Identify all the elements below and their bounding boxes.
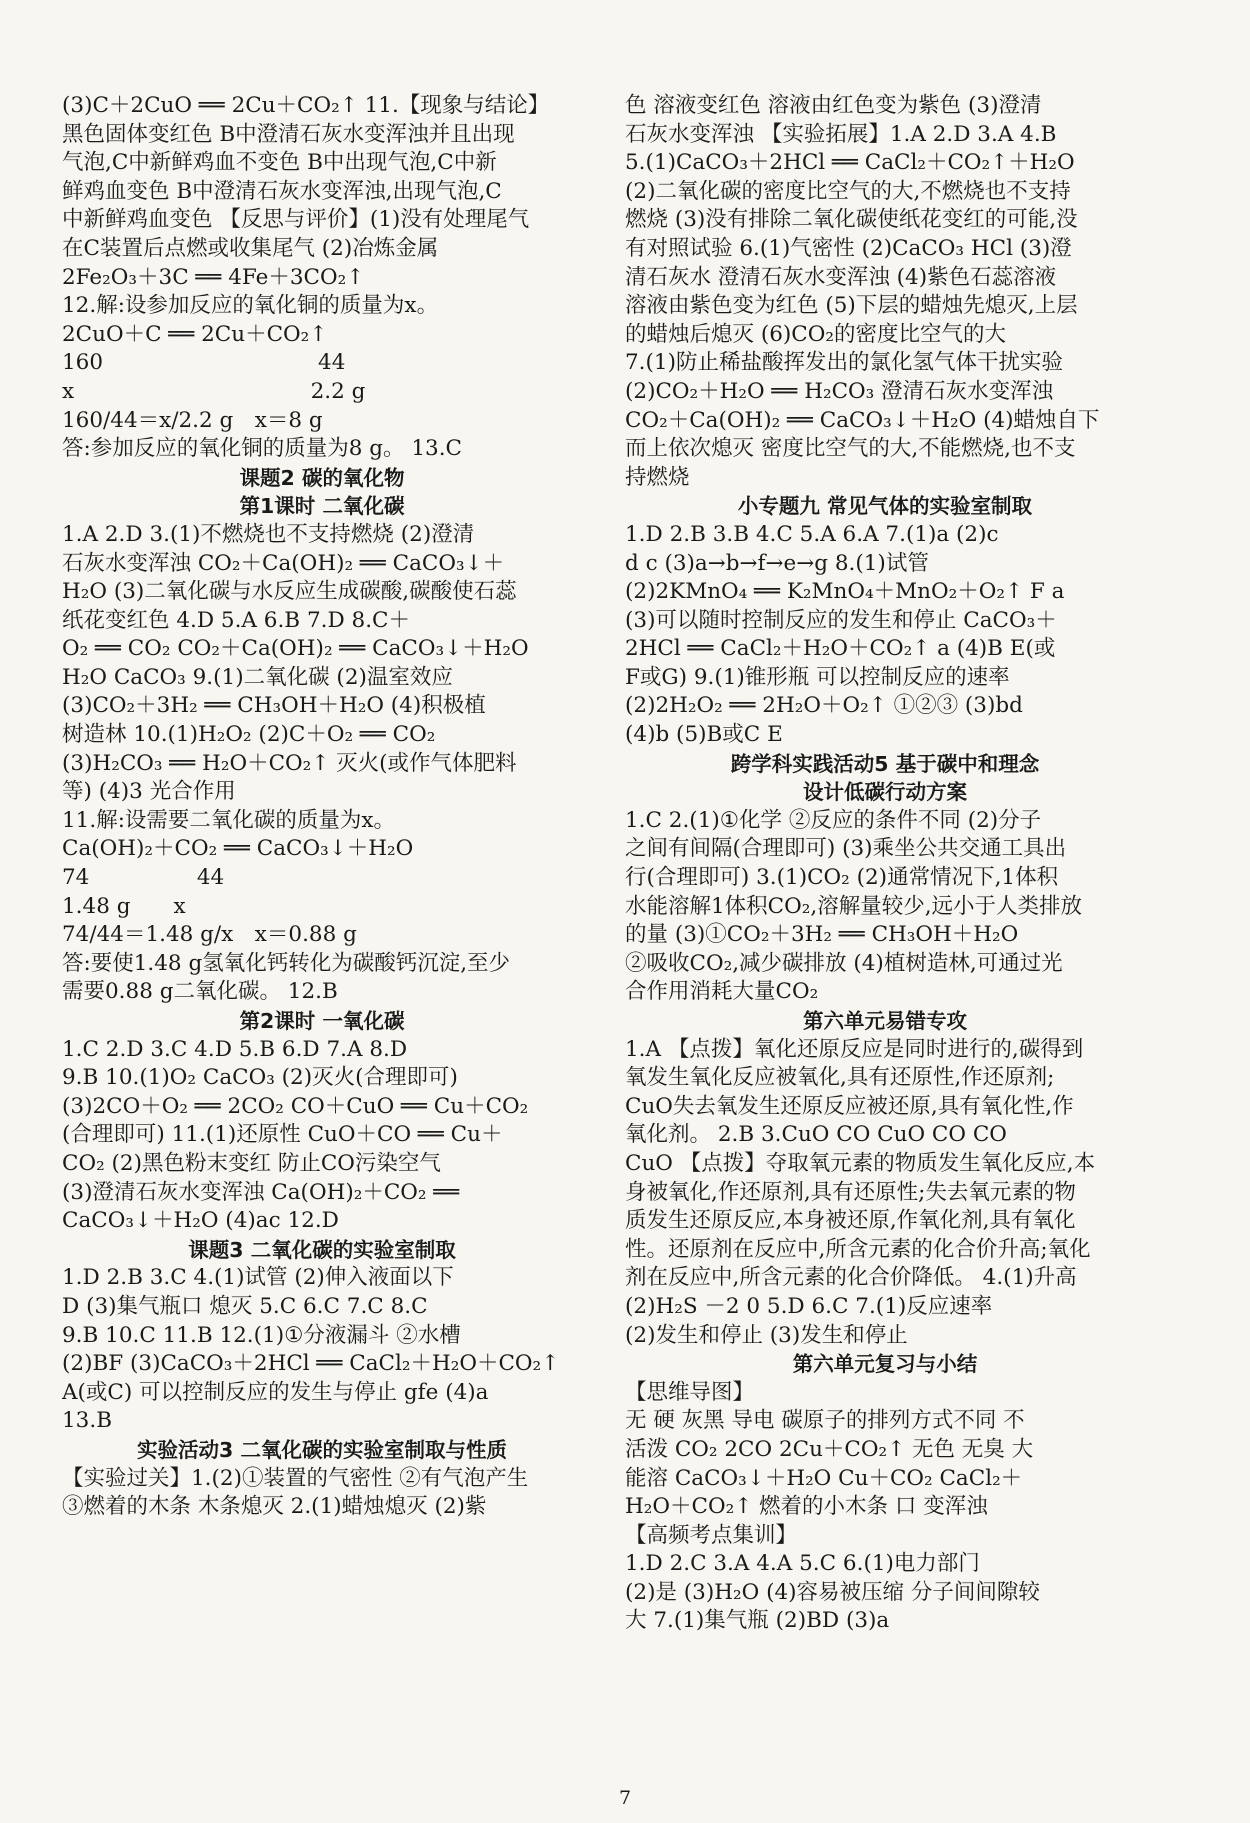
text-line: 中新鲜鸡血变色 【反思与评价】(1)没有处理尾气	[62, 207, 530, 233]
text-line: (2)H₂S －2 0 5.D 6.C 7.(1)反应速率	[625, 1293, 993, 1319]
text-line: 1.A 【点拨】氧化还原反应是同时进行的,碳得到	[625, 1036, 1084, 1062]
text-line: (3)CO₂＋3H₂ ══ CH₃OH＋H₂O (4)积极植	[62, 693, 486, 719]
text-line: CO₂ (2)黑色粉末变红 防止CO污染空气	[62, 1150, 441, 1176]
text-line: 石灰水变浑浊 【实验拓展】1.A 2.D 3.A 4.B	[625, 121, 1057, 147]
text-line: F或G) 9.(1)锥形瓶 可以控制反应的速率	[625, 664, 1010, 690]
text-line: H₂O (3)二氧化碳与水反应生成碳酸,碳酸使石蕊	[62, 579, 517, 605]
text-line: 有对照试验 6.(1)气密性 (2)CaCO₃ HCl (3)澄	[625, 235, 1072, 261]
section-heading: 设计低碳行动方案	[803, 780, 967, 805]
text-line: (2)CO₂＋H₂O ══ H₂CO₃ 澄清石灰水变浑浊	[625, 378, 1054, 404]
text-line: 水能溶解1体积CO₂,溶解量较少,远小于人类排放	[625, 893, 1083, 919]
section-heading: 跨学科实践活动5 基于碳中和理念	[730, 751, 1040, 776]
text-line: 1.D 2.B 3.C 4.(1)试管 (2)伸入液面以下	[62, 1265, 454, 1291]
text-line: 2HCl ══ CaCl₂＋H₂O＋CO₂↑ a (4)B E(或	[625, 636, 1056, 662]
section-heading: 课题2 碳的氧化物	[239, 465, 405, 490]
section-heading: 小专题九 常见气体的实验室制取	[737, 494, 1033, 519]
text-line: 1.D 2.C 3.A 4.A 5.C 6.(1)电力部门	[625, 1551, 980, 1577]
text-line: 纸花变红色 4.D 5.A 6.B 7.D 8.C＋	[62, 607, 410, 633]
text-line: 13.B	[62, 1408, 112, 1434]
text-line: 行(合理即可) 3.(1)CO₂ (2)通常情况下,1体积	[625, 865, 1059, 891]
text-line: CO₂＋Ca(OH)₂ ══ CaCO₃↓＋H₂O (4)蜡烛自下	[625, 407, 1100, 433]
text-line: D (3)集气瓶口 熄灭 5.C 6.C 7.C 8.C	[62, 1293, 428, 1319]
text-line: 等) (4)3 光合作用	[62, 779, 236, 805]
text-line: 9.B 10.C 11.B 12.(1)①分液漏斗 ②水槽	[62, 1322, 461, 1348]
text-line: H₂O＋CO₂↑ 燃着的小木条 口 变浑浊	[625, 1494, 988, 1520]
text-line: 的量 (3)①CO₂＋3H₂ ══ CH₃OH＋H₂O	[625, 922, 1019, 948]
text-line: 5.(1)CaCO₃＋2HCl ══ CaCl₂＋CO₂↑＋H₂O	[625, 150, 1075, 176]
text-line: CuO失去氧发生还原反应被还原,具有氧化性,作	[625, 1093, 1074, 1119]
text-line: 活泼 CO₂ 2CO 2Cu＋CO₂↑ 无色 无臭 大	[625, 1436, 1034, 1462]
section-heading: 第六单元复习与小结	[792, 1352, 978, 1377]
text-line: 9.B 10.(1)O₂ CaCO₃ (2)灭火(合理即可)	[62, 1065, 458, 1091]
text-line: 持燃烧	[625, 464, 690, 490]
text-line: 【实验过关】1.(2)①装置的气密性 ②有气泡产生	[62, 1465, 529, 1491]
right-column	[625, 92, 1145, 1636]
text-line: 2CuO＋C ══ 2Cu＋CO₂↑	[62, 321, 328, 347]
text-line: 之间有间隔(合理即可) (3)乘坐公共交通工具出	[625, 836, 1067, 862]
text-line: 74 44	[62, 865, 225, 891]
text-line: ③燃着的木条 木条熄灭 2.(1)蜡烛熄灭 (2)紫	[62, 1494, 487, 1520]
text-line: (3)2CO＋O₂ ══ 2CO₂ CO＋CuO ══ Cu＋CO₂	[62, 1093, 529, 1119]
text-line: H₂O CaCO₃ 9.(1)二氧化碳 (2)温室效应	[62, 664, 453, 690]
text-line: 【思维导图】	[625, 1379, 755, 1405]
text-line: 【高频考点集训】	[625, 1522, 798, 1548]
text-line: 160 44	[62, 350, 346, 376]
text-line: 鲜鸡血变色 B中澄清石灰水变浑浊,出现气泡,C	[62, 178, 502, 204]
text-line: 7.(1)防止稀盐酸挥发出的氯化氢气体干扰实验	[625, 350, 1063, 376]
text-line: d c (3)a→b→f→e→g 8.(1)试管	[625, 550, 929, 576]
text-line: 黑色固体变红色 B中澄清石灰水变浑浊并且出现	[62, 121, 515, 147]
text-line: 清石灰水 澄清石灰水变浑浊 (4)紫色石蕊溶液	[625, 264, 1057, 290]
text-line: A(或C) 可以控制反应的发生与停止 gfe (4)a	[62, 1379, 489, 1405]
text-line: Ca(OH)₂＋CO₂ ══ CaCO₃↓＋H₂O	[62, 836, 414, 862]
text-line: 1.C 2.(1)①化学 ②反应的条件不同 (2)分子	[625, 807, 1042, 833]
left-column	[62, 92, 582, 1522]
text-line: (2)2H₂O₂ ══ 2H₂O＋O₂↑ ①②③ (3)bd	[625, 693, 1023, 719]
text-line: (2)二氧化碳的密度比空气的大,不燃烧也不支持	[625, 178, 1071, 204]
text-line: 能溶 CaCO₃↓＋H₂O Cu＋CO₂ CaCl₂＋	[625, 1465, 1023, 1491]
text-line: 需要0.88 g二氧化碳。 12.B	[62, 979, 338, 1005]
text-line: 11.解:设需要二氧化碳的质量为x。	[62, 807, 396, 833]
text-line: 而上依次熄灭 密度比空气的大,不能燃烧,也不支	[625, 436, 1076, 462]
text-line: (3)澄清石灰水变浑浊 Ca(OH)₂＋CO₂ ══	[62, 1179, 460, 1205]
text-line: CaCO₃↓＋H₂O (4)ac 12.D	[62, 1208, 339, 1234]
text-line: 树造林 10.(1)H₂O₂ (2)C＋O₂ ══ CO₂	[62, 722, 436, 748]
text-line: (2)是 (3)H₂O (4)容易被压缩 分子间间隙较	[625, 1579, 1040, 1605]
section-heading: 第六单元易错专攻	[803, 1009, 967, 1033]
text-line: CuO 【点拨】夺取氧元素的物质发生氧化反应,本	[625, 1150, 1096, 1176]
text-line: 燃烧 (3)没有排除二氧化碳使纸花变红的可能,没	[625, 207, 1078, 233]
text-line: 答:要使1.48 g氢氧化钙转化为碳酸钙沉淀,至少	[62, 950, 511, 976]
text-line: 1.C 2.D 3.C 4.D 5.B 6.D 7.A 8.D	[62, 1036, 408, 1062]
text-line: 剂在反应中,所含元素的化合价降低。 4.(1)升高	[625, 1265, 1077, 1291]
text-line: 1.A 2.D 3.(1)不燃烧也不支持燃烧 (2)澄清	[62, 521, 475, 547]
text-line: 的蜡烛后熄灭 (6)CO₂的密度比空气的大	[625, 321, 1006, 347]
text-line: (合理即可) 11.(1)还原性 CuO＋CO ══ Cu＋	[62, 1122, 503, 1148]
text-line: 溶液由紫色变为红色 (5)下层的蜡烛先熄灭,上层	[625, 293, 1078, 319]
text-line: (2)2KMnO₄ ══ K₂MnO₄＋MnO₂＋O₂↑ F a	[625, 579, 1065, 605]
text-line: 合作用消耗大量CO₂	[625, 979, 819, 1005]
text-line: O₂ ══ CO₂ CO₂＋Ca(OH)₂ ══ CaCO₃↓＋H₂O	[62, 636, 529, 662]
text-line: (2)BF (3)CaCO₃＋2HCl ══ CaCl₂＋H₂O＋CO₂↑	[62, 1351, 560, 1377]
text-line: (3)可以随时控制反应的发生和停止 CaCO₃＋	[625, 607, 1057, 633]
section-heading: 第1课时 二氧化碳	[239, 494, 405, 519]
text-line: 答:参加反应的氧化铜的质量为8 g。 13.C	[62, 436, 462, 462]
text-line: 1.48 g x	[62, 893, 186, 919]
text-line: (3)H₂CO₃ ══ H₂O＋CO₂↑ 灭火(或作气体肥料	[62, 750, 517, 776]
text-line: ②吸收CO₂,减少碳排放 (4)植树造林,可通过光	[625, 950, 1063, 976]
text-line: 在C装置后点燃或收集尾气 (2)冶炼金属	[62, 235, 439, 261]
text-line: 性。还原剂在反应中,所含元素的化合价升高;氧化	[625, 1236, 1091, 1262]
text-line: x 2.2 g	[62, 378, 366, 404]
text-line: 身被氧化,作还原剂,具有还原性;失去氧元素的物	[625, 1179, 1076, 1205]
text-line: 氧发生氧化反应被氧化,具有还原性,作还原剂;	[625, 1065, 1055, 1091]
section-heading: 实验活动3 二氧化碳的实验室制取与性质	[137, 1437, 507, 1462]
text-line: 12.解:设参加反应的氧化铜的质量为x。	[62, 293, 439, 319]
section-heading: 课题3 二氧化碳的实验室制取	[188, 1237, 456, 1262]
text-line: (4)b (5)B或C E	[625, 722, 783, 748]
text-line: (3)C＋2CuO ══ 2Cu＋CO₂↑ 11.【现象与结论】	[62, 93, 550, 118]
text-line: (2)发生和停止 (3)发生和停止	[625, 1322, 908, 1348]
text-line: 色 溶液变红色 溶液由红色变为紫色 (3)澄清	[625, 93, 1042, 118]
text-line: 160/44＝x/2.2 g x＝8 g	[62, 407, 323, 433]
text-line: 气泡,C中新鲜鸡血不变色 B中出现气泡,C中新	[62, 150, 497, 176]
text-line: 石灰水变浑浊 CO₂＋Ca(OH)₂ ══ CaCO₃↓＋	[62, 550, 505, 576]
page-number: 7	[618, 1787, 632, 1809]
text-line: 2Fe₂O₃＋3C ══ 4Fe＋3CO₂↑	[62, 264, 365, 290]
text-line: 氧化剂。 2.B 3.CuO CO CuO CO CO	[625, 1122, 1007, 1148]
text-line: 质发生还原反应,本身被还原,作氧化剂,具有氧化	[625, 1208, 1076, 1234]
text-line: 大 7.(1)集气瓶 (2)BD (3)a	[625, 1608, 890, 1634]
text-line: 无 硬 灰黑 导电 碳原子的排列方式不同 不	[625, 1408, 1025, 1434]
section-heading: 第2课时 一氧化碳	[239, 1009, 405, 1033]
text-line: 1.D 2.B 3.B 4.C 5.A 6.A 7.(1)a (2)c	[625, 521, 999, 547]
text-line: 74/44＝1.48 g/x x＝0.88 g	[62, 922, 357, 948]
